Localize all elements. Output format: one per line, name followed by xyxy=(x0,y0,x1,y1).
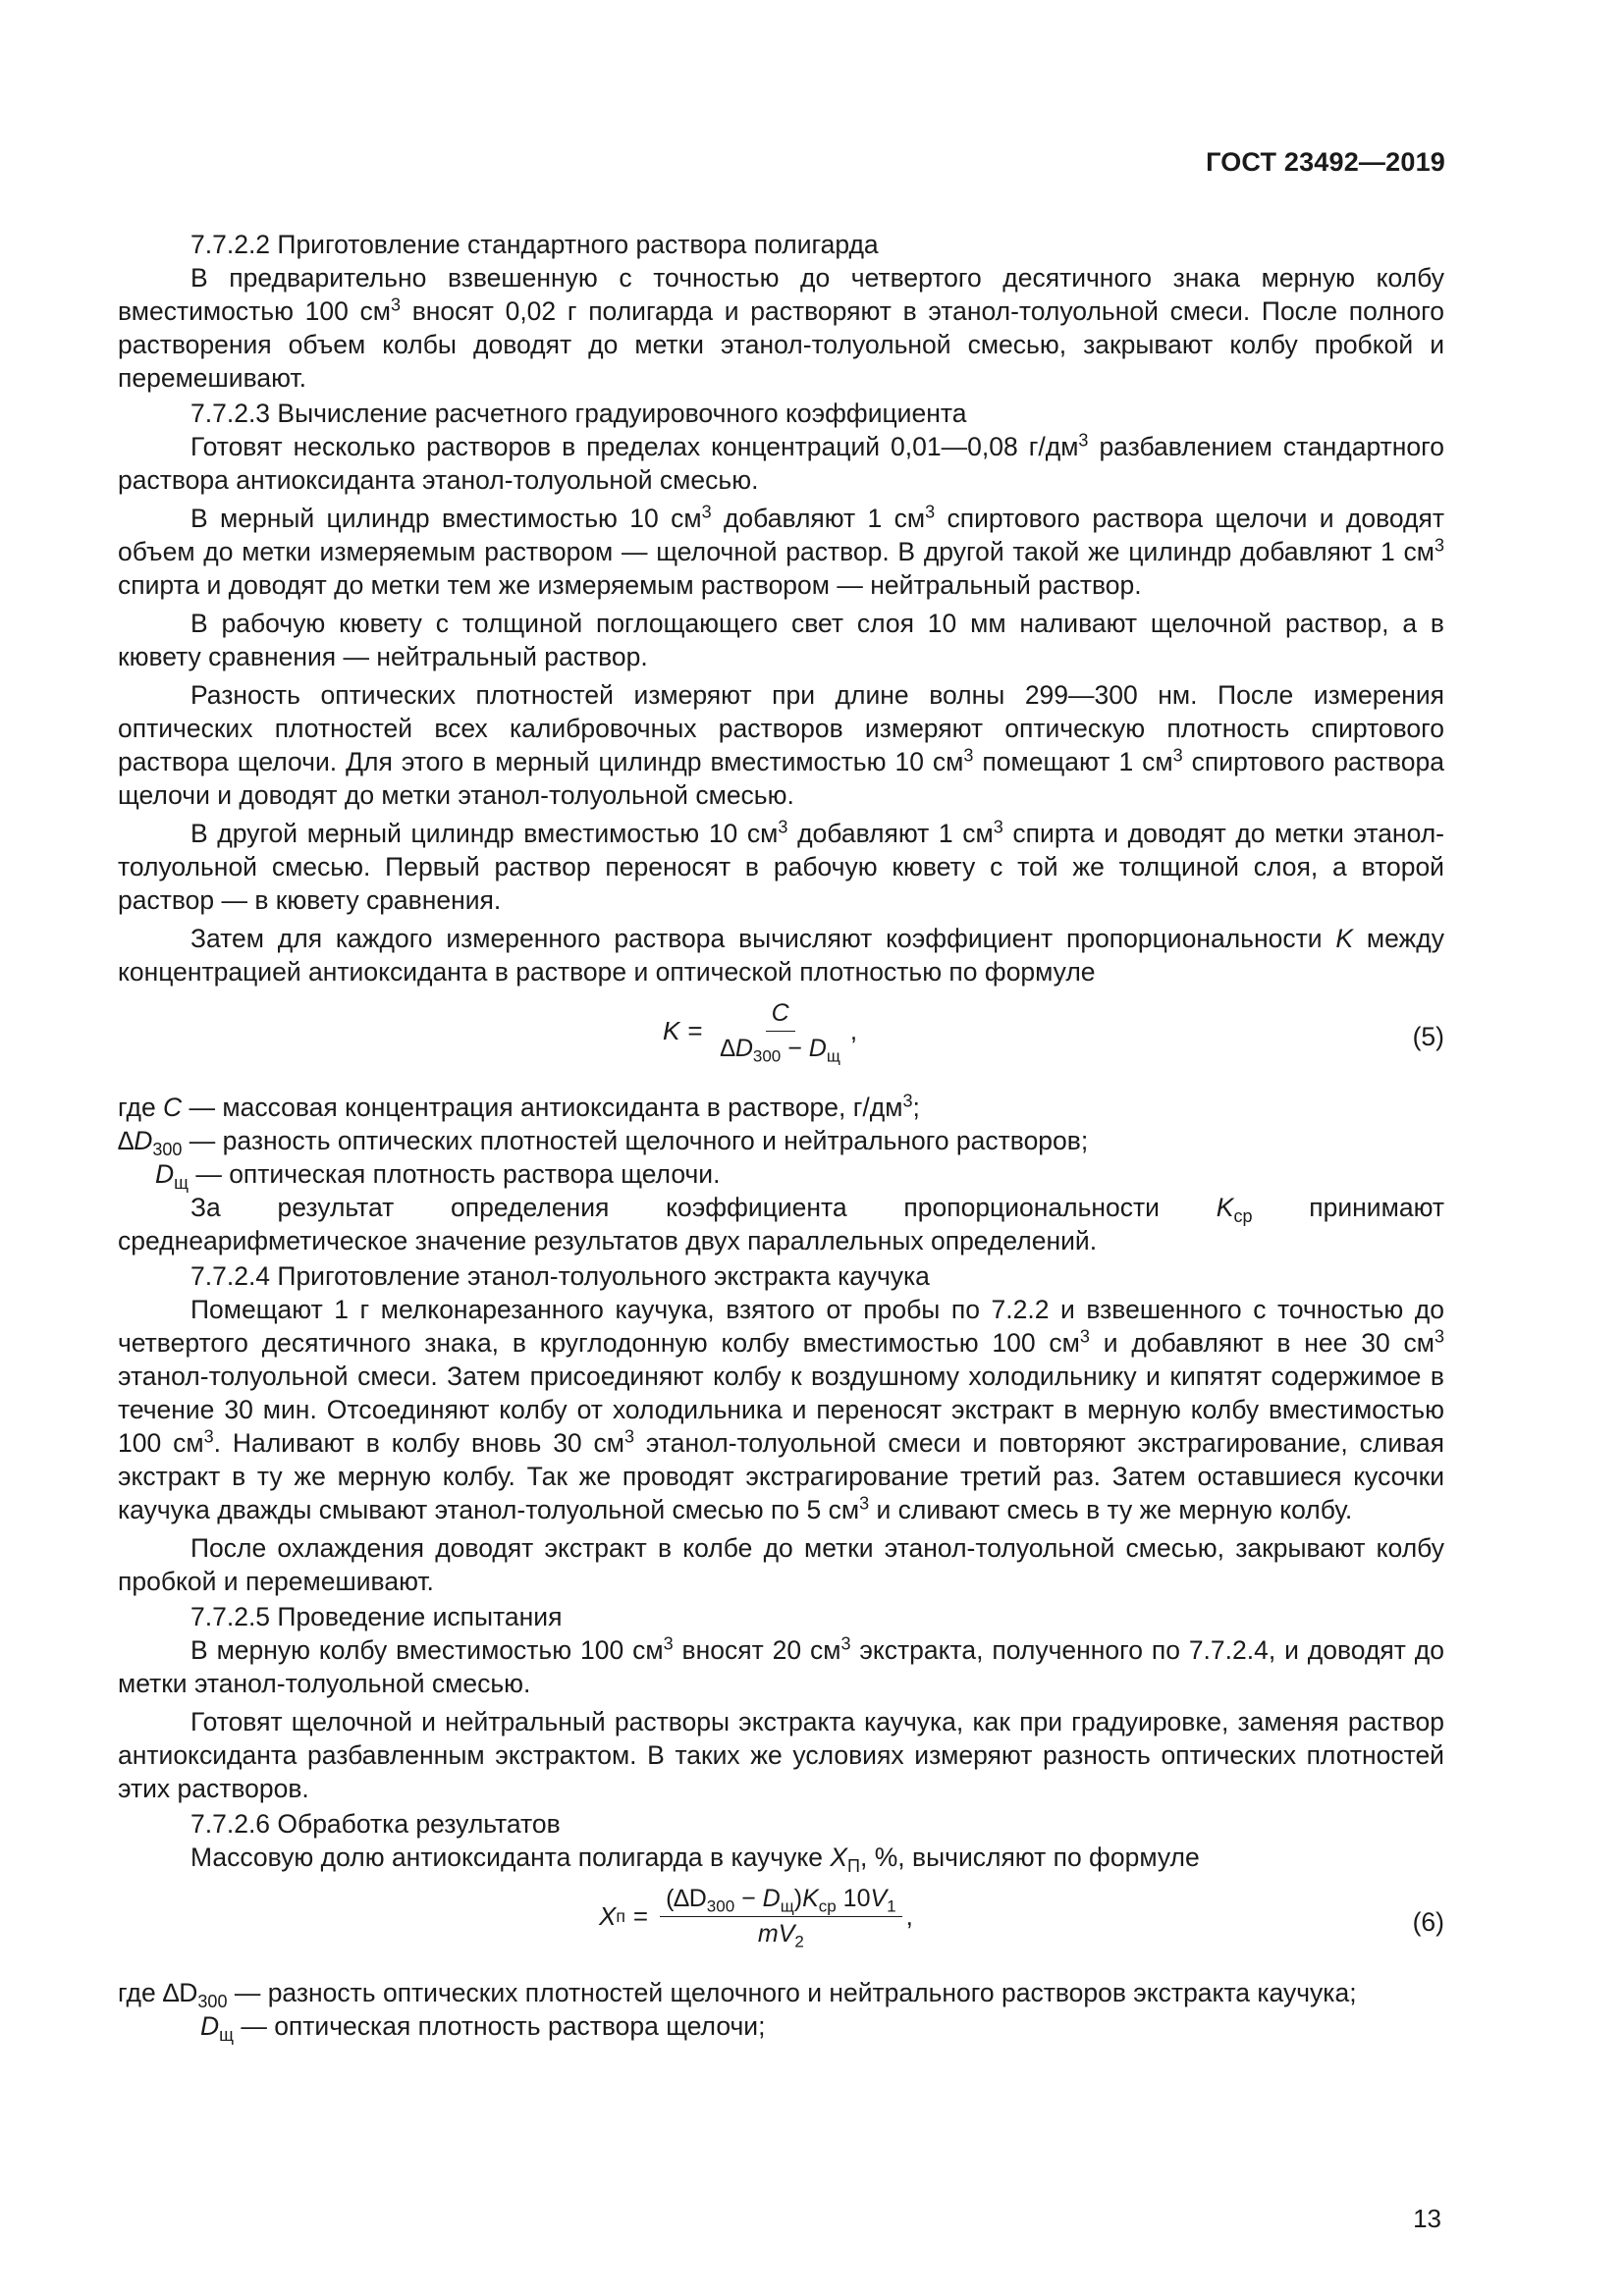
paragraph: После охлаждения доводят экстракт в колбе до метки этанол-толуольной смесью, закрывают колбу пробкой и перемешивают. xyxy=(118,1533,1444,1596)
formula-5-expression: K = $\frac{C}{\Delta D_{300} - D_щ}$ , xyxy=(663,999,858,1066)
paragraph: Разность оптических плотностей измеряют при длине волны 299—300 нм. После измерения оптических плотностей всех калибровочных растворов измеряют оптическую плотность спиртового раствора щелочи. Для этого в мерный цилиндр вместимостью 10 $см^3$ помещают 1 $см^3$ спиртового раствора щелочи и доводят до метки этанол-толуольной смесью. xyxy=(118,680,1445,810)
formula-5-fraction: $\frac{C}{\Delta D_{300} - D_щ}$ xyxy=(720,999,840,1066)
formula-6-explanation xyxy=(118,1976,1444,2043)
explanation-line: $\Delta D_{300}$ — разность оптических плотностей щелочного и нейтрального растворов; xyxy=(118,1126,1089,1159)
formula-5-number: (5) xyxy=(1412,1022,1444,1051)
page-number: 13 xyxy=(1413,2204,1441,2233)
explanation-line: где $\Delta D_{300}$ — разность оптических плотностей щелочного и нейтрального растворов экстракта каучука; xyxy=(118,1978,1357,2011)
paragraph: В мерную колбу вместимостью 100 $см^3$ вносят 20 $см^3$ экстракта, полученного по 7.7.2.4, и доводят до метки этанол-толуольной смесью. xyxy=(118,1633,1444,1698)
paragraph: Помещают 1 г мелконарезанного каучука, взятого от пробы по 7.2.2 и взвешенного с точностью до четвертого десятичного знака, в круглодонную колбу вместимостью 100 $см^3$ и добавляют в нее 30 $см^3$ этанол-толуольной смеси. Затем присоединяют колбу к воздушному холодильнику и кипятят содержимое в течение 30 мин. Отсоединяют колбу от холодильника и переносят экстракт в мерную колбу вместимостью 100 $см^3$. Наливают в колбу вновь 30 $см^3$ этанол-толуольной смеси и повторяют экстрагирование, сливая экстракт в ту же мерную колбу. Так же проводят экстрагирование третий раз. Затем оставшиеся кусочки каучука дважды смывают этанол-толуольной смесью по 5 $см^3$ и сливают смесь в ту же мерную колбу. xyxy=(118,1295,1444,1524)
paragraph: Готовят щелочной и нейтральный растворы экстракта каучука, как при градуировке, заменяя раствор антиоксиданта разбавленным экстрактом. В таких же условиях измеряют разность оптических плотностей этих растворов. xyxy=(118,1707,1444,1803)
explanation-line: где C — массовая концентрация антиоксиданта в растворе, $г/дм^3$; xyxy=(118,1091,920,1122)
paragraph: Затем для каждого измеренного раствора вычисляют коэффициент пропорциональности K между концентрацией антиоксиданта в растворе и оптической плотностью по формуле xyxy=(118,924,1444,987)
paragraph: В рабочую кювету с толщиной поглощающего свет слоя 10 мм наливают щелочной раствор, а в кювету сравнения — нейтральный раствор. xyxy=(118,609,1444,671)
paragraph: Массовую долю антиоксиданта полигарда в каучуке $X_П$, %, вычисляют по формуле xyxy=(190,1842,1200,1876)
paragraph: В предварительно взвешенную с точностью до четвертого десятичного знака мерную колбу вместимостью 100 $см^3$ вносят 0,02 г полигарда и растворяют в этанол-толуольной смеси. После полного растворения объем колбы доводят до метки этанол-толуольной смесью, закрывают колбу пробкой и перемешивают. xyxy=(118,263,1444,393)
explanation-line: $D_щ$ — оптическая плотность раствора щелочи; xyxy=(200,2011,766,2045)
document-body xyxy=(118,226,1444,2043)
formula-5 xyxy=(118,998,1444,1077)
section-heading-7-7-2-4: 7.7.2.4 Приготовление этанол-толуольного экстракта каучука xyxy=(190,1261,930,1291)
standard-id: ГОСТ 23492—2019 xyxy=(1206,147,1445,177)
formula-5-explanation xyxy=(118,1091,1444,1191)
section-heading-7-7-2-6: 7.7.2.6 Обработка результатов xyxy=(190,1809,561,1839)
formula-6-number: (6) xyxy=(1412,1907,1444,1937)
explanation-line: $D_щ$ — оптическая плотность раствора щелочи. xyxy=(155,1159,721,1193)
formula-6-expression: X п = $\frac{(\Delta D_{300} - D_щ)K_{ср} 10V_1}{mV_2}$ , xyxy=(599,1885,913,1951)
paragraph: За результат определения коэффициента пропорциональности $K_{ср}$ принимают среднеарифметическое значение результатов двух параллельных определений. xyxy=(118,1193,1444,1255)
formula-6 xyxy=(118,1884,1444,1962)
section-heading-7-7-2-2: 7.7.2.2 Приготовление стандартного раствора полигарда xyxy=(190,230,879,259)
section-heading-7-7-2-5: 7.7.2.5 Проведение испытания xyxy=(190,1602,563,1631)
paragraph: Готовят несколько растворов в пределах концентраций 0,01—0,08 $г/дм^3$ разбавлением стандартного раствора антиоксиданта этанол-толуольной смесью. xyxy=(118,430,1444,495)
paragraph: В мерный цилиндр вместимостью 10 $см^3$ добавляют 1 $см^3$ спиртового раствора щелочи и доводят объем до метки измеряемым раствором — щелочной раствор. В другой такой же цилиндр добавляют 1 $см^3$ спирта и доводят до метки тем же измеряемым раствором — нейтральный раствор. xyxy=(118,502,1444,600)
paragraph: В другой мерный цилиндр вместимостью 10 $см^3$ добавляют 1 $см^3$ спирта и доводят до метки этанол-толуольной смесью. Первый раствор переносят в рабочую кювету с той же толщиной слоя, а второй раствор — в кювету сравнения. xyxy=(118,817,1445,915)
section-heading-7-7-2-3: 7.7.2.3 Вычисление расчетного градуировочного коэффициента xyxy=(190,399,967,428)
document-header xyxy=(1206,147,1445,178)
formula-6-fraction: $\frac{(\Delta D_{300} - D_щ)K_{ср} 10V_1}{mV_2}$ xyxy=(660,1884,902,1949)
